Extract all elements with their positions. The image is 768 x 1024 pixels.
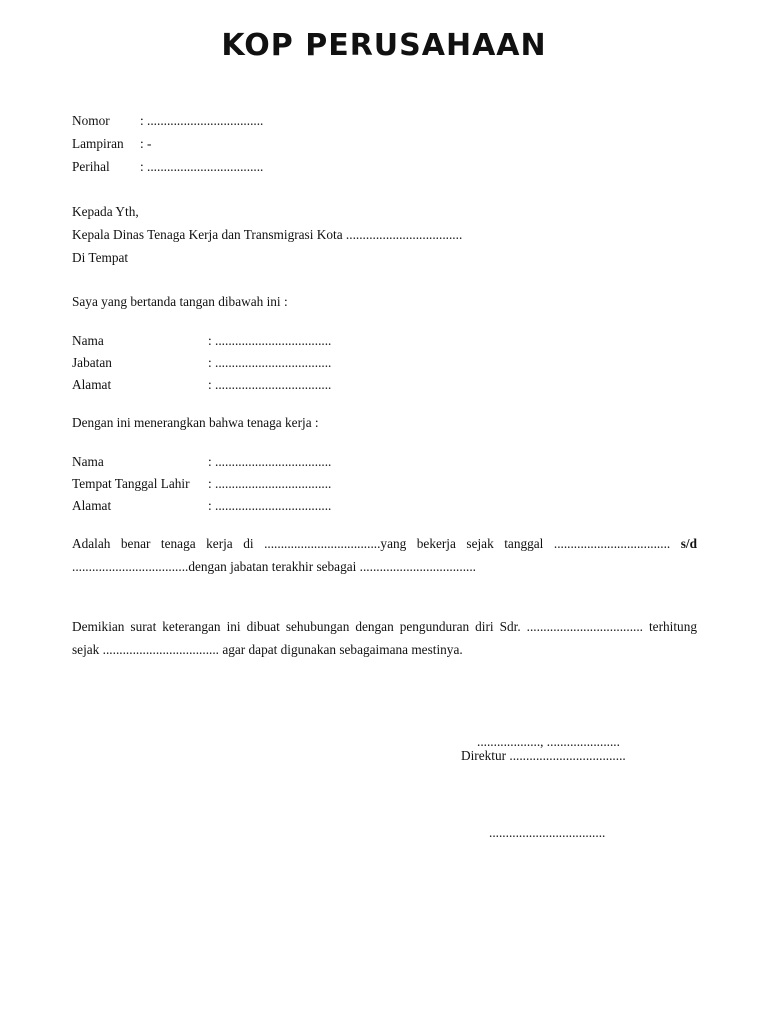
ref-perihal-label: Perihal xyxy=(72,159,110,174)
signature-name: ................................... xyxy=(489,825,606,840)
worker-nama-label: Nama xyxy=(72,454,104,469)
signer-alamat-label: Alamat xyxy=(72,377,112,392)
worker-alamat-value: : ................................... xyxy=(208,498,332,513)
signer-jabatan-label: Jabatan xyxy=(72,355,112,370)
worker-ttl-value: : ................................... xyxy=(208,476,332,491)
signature-position: Direktur ................................... xyxy=(461,748,626,763)
ref-perihal-row xyxy=(72,156,263,179)
body-employment-part1: Adalah benar tenaga kerja di ...................................yang bekerja sejak tanggal ................................... xyxy=(72,536,681,551)
addressee-greeting: Kepada Yth, xyxy=(72,204,139,219)
signature-place-date: ..................., ...................... xyxy=(477,734,620,749)
signer-nama-row xyxy=(72,330,331,353)
statement-intro: Dengan ini menerangkan bahwa tenaga kerja : xyxy=(72,415,319,430)
signer-alamat-row xyxy=(72,374,331,397)
body-employment-part2: ...................................dengan jabatan terakhir sebagai ................................... xyxy=(72,558,476,574)
signer-alamat-value: : ................................... xyxy=(208,377,332,392)
body-paragraph-resignation: Demikian surat keterangan ini dibuat sehubungan dengan pengunduran diri Sdr. ................................... terhitung sejak ................................... agar dapat digunakan sebagaimana mestinya. xyxy=(72,619,697,657)
ref-perihal-value: : ................................... xyxy=(140,159,264,174)
worker-alamat-label: Alamat xyxy=(72,498,112,513)
page-title: KOP PERUSAHAAN xyxy=(221,28,547,63)
signer-jabatan-value: : ................................... xyxy=(208,355,332,370)
intro-text: Saya yang bertanda tangan dibawah ini : xyxy=(72,294,288,309)
worker-nama-value: : ................................... xyxy=(208,454,332,469)
signer-nama-label: Nama xyxy=(72,333,104,348)
ref-nomor-row xyxy=(72,110,263,133)
body-paragraph-employment xyxy=(72,533,697,578)
worker-ttl-row xyxy=(72,473,331,496)
addressee-location: Di Tempat xyxy=(72,250,129,265)
signer-jabatan-row xyxy=(72,352,331,375)
worker-alamat-row xyxy=(72,495,331,518)
worker-nama-row xyxy=(72,451,331,474)
ref-lampiran-label: Lampiran xyxy=(72,136,124,151)
ref-nomor-label: Nomor xyxy=(72,113,110,128)
body-employment-sd: s/d xyxy=(680,536,697,551)
worker-ttl-label: Tempat Tanggal Lahir xyxy=(72,476,190,491)
ref-lampiran-value: : - xyxy=(140,136,152,151)
ref-nomor-value: : ................................... xyxy=(140,113,264,128)
ref-lampiran-row xyxy=(72,133,151,156)
addressee-recipient: Kepala Dinas Tenaga Kerja dan Transmigrasi Kota ................................... xyxy=(72,227,463,242)
signer-nama-value: : ................................... xyxy=(208,333,332,348)
